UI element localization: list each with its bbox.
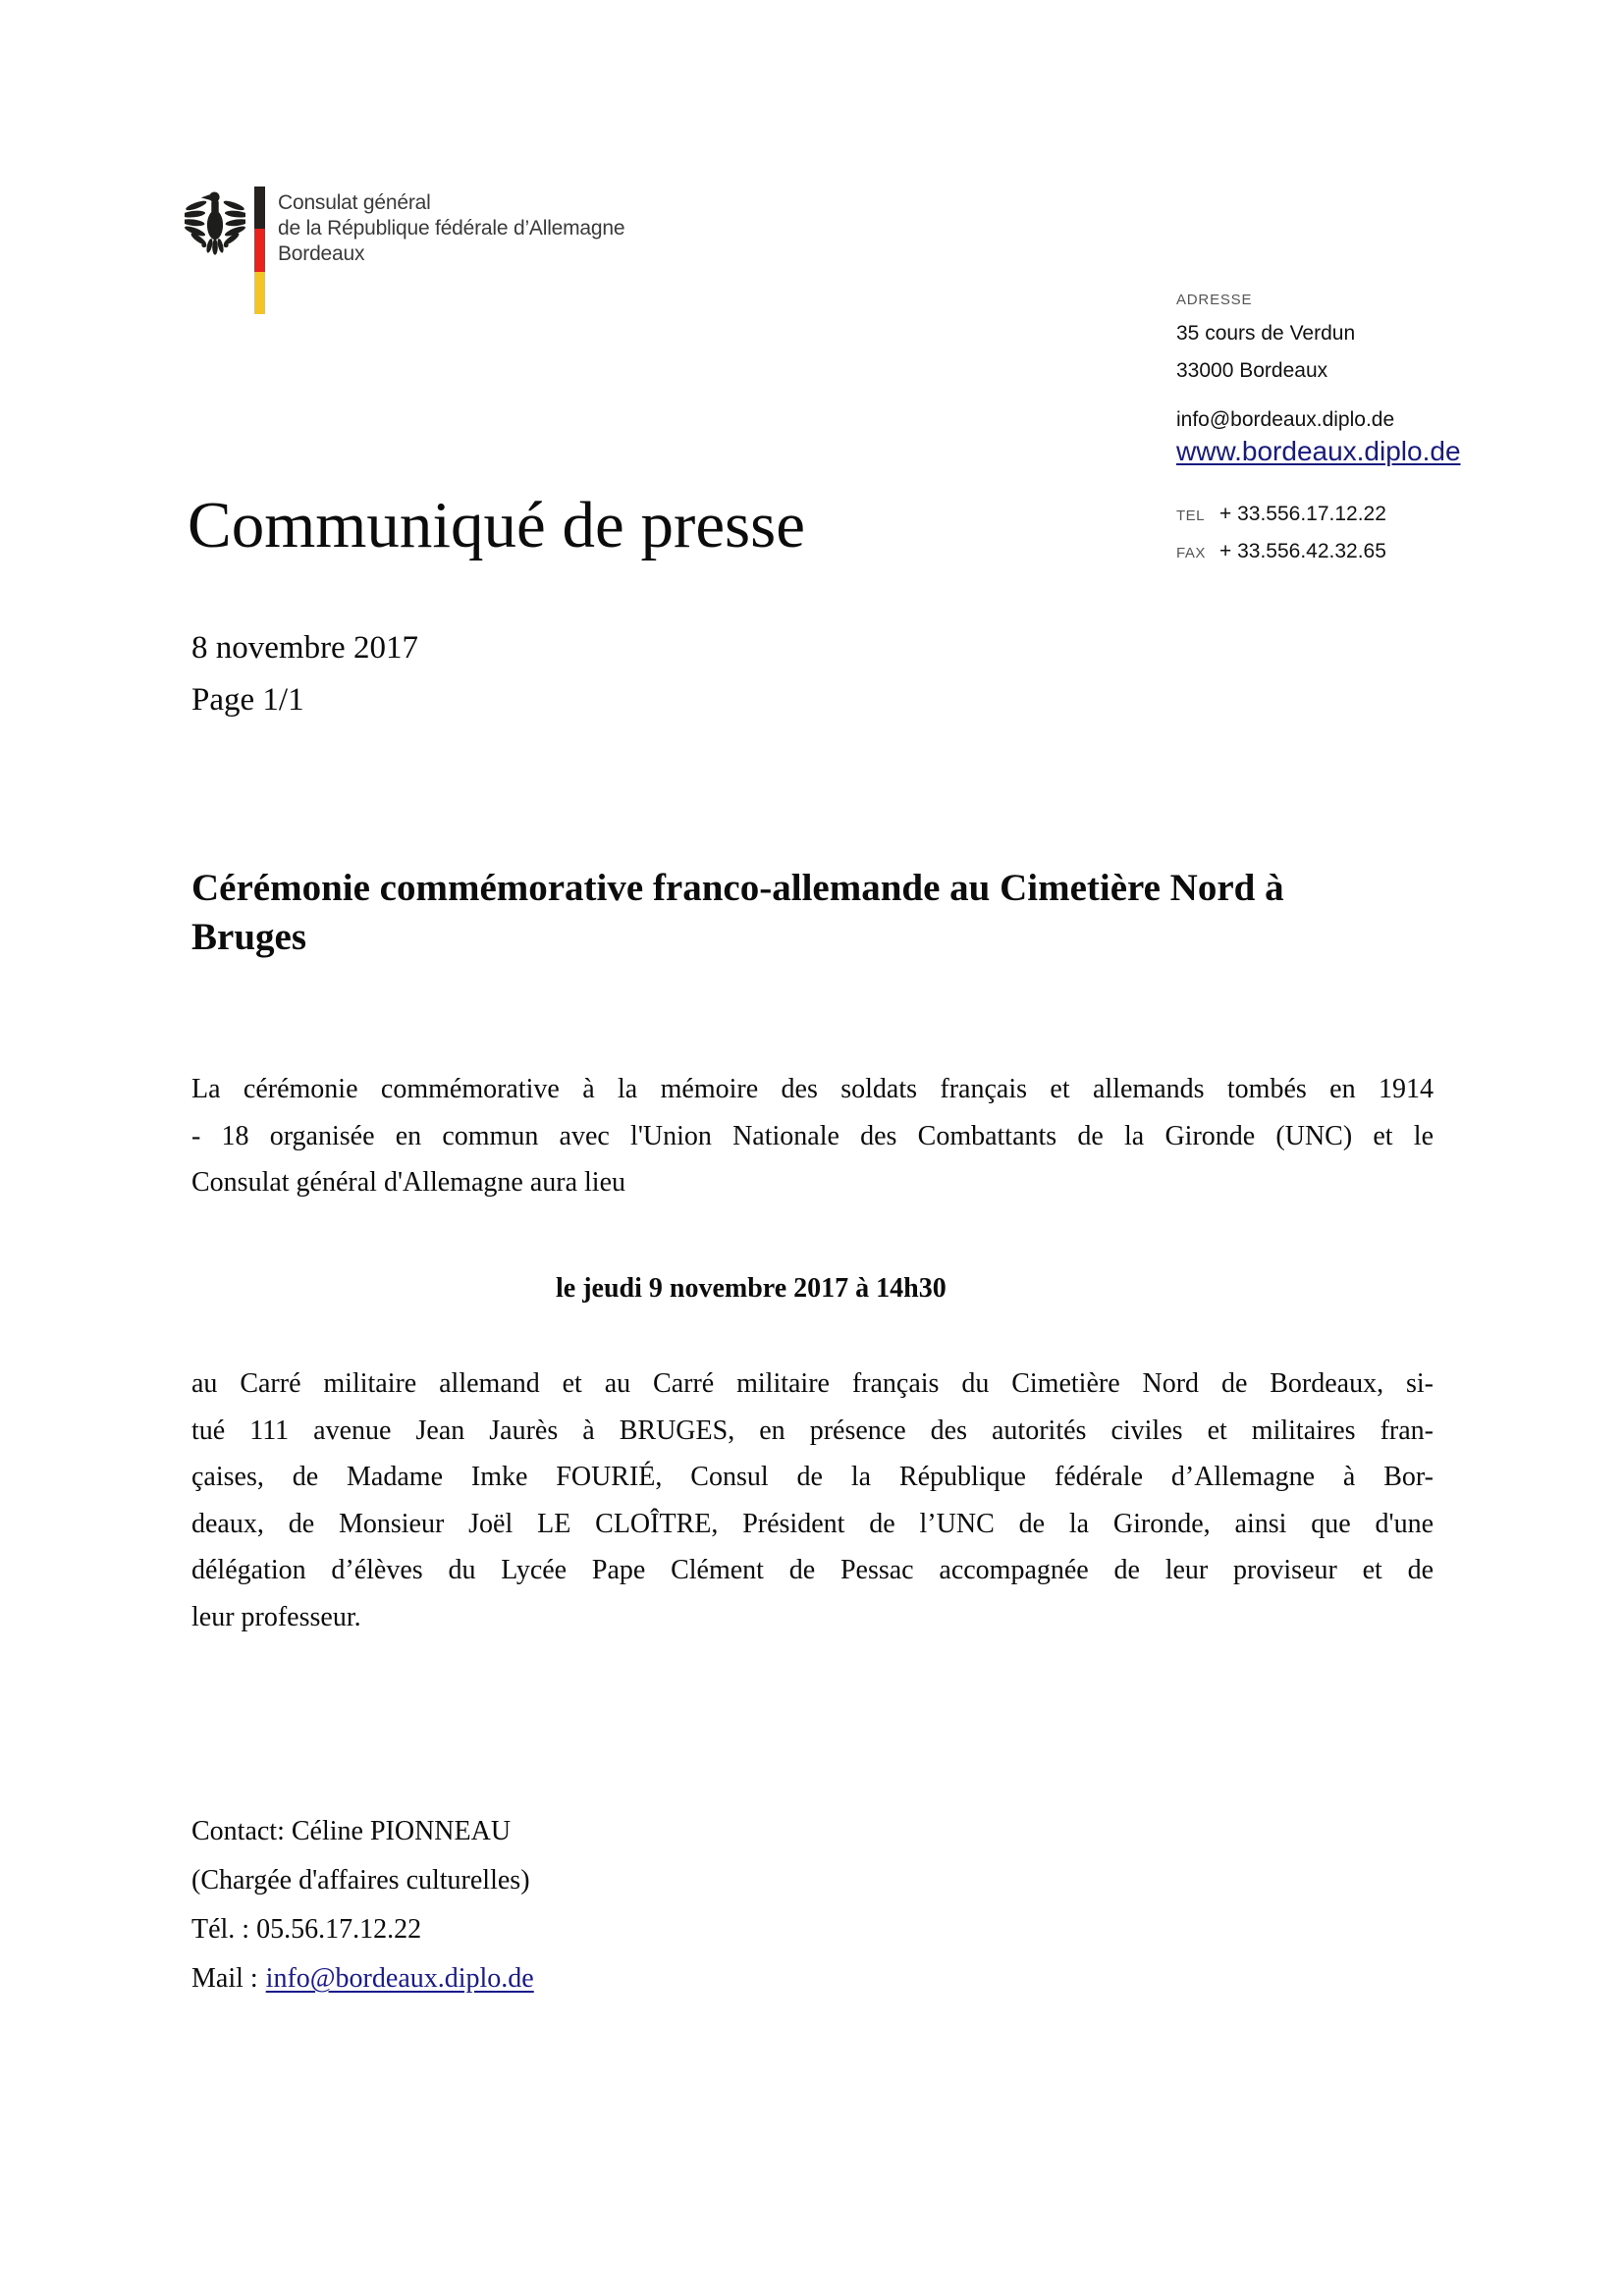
address-city: 33000 Bordeaux	[1176, 359, 1328, 382]
website-link[interactable]: www.bordeaux.diplo.de	[1176, 436, 1461, 466]
flag-black-band	[254, 187, 265, 229]
contact-role: (Chargée d'affaires culturelles)	[191, 1865, 530, 1896]
fax-number: + 33.556.42.32.65	[1219, 540, 1386, 562]
text-line: La cérémonie commémorative à la mémoire des soldats français et allemands tombés en 1914	[191, 1074, 1434, 1104]
consulate-name-line3: Bordeaux	[278, 242, 365, 265]
headline	[191, 864, 1438, 962]
contact-name: Contact: Céline PIONNEAU	[191, 1816, 512, 1846]
document-date: 8 novembre 2017	[191, 630, 418, 666]
contact-phone: Tél. : 05.56.17.12.22	[191, 1914, 422, 1945]
consulate-logo	[185, 187, 624, 314]
contact-mail-label: Mail :	[191, 1963, 258, 1994]
address-label: ADRESSE	[1176, 292, 1253, 308]
consulate-name-line2: de la République fédérale d’Allemagne	[278, 217, 625, 240]
tel-label: TEL	[1176, 507, 1206, 524]
address-email: info@bordeaux.diplo.de	[1176, 408, 1395, 431]
consulate-name	[278, 190, 624, 267]
contact-mail-link[interactable]: info@bordeaux.diplo.de	[265, 1963, 534, 1994]
text-line: - 18 organisée en commun avec l'Union Nationale des Combattants de la Gironde (UNC) et le	[191, 1120, 1434, 1151]
text-line: au Carré militaire allemand et au Carré militaire français du Cimetière Nord de Bordeaux, si-	[191, 1368, 1434, 1399]
phone-row	[1176, 503, 1386, 526]
event-datetime: le jeudi 9 novembre 2017 à 14h30	[556, 1273, 947, 1304]
consulate-name-line1: Consulat général	[278, 191, 431, 214]
text-line: tué 111 avenue Jean Jaurès à BRUGES, en présence des autorités civiles et militaires fran-	[191, 1415, 1434, 1446]
text-line: leur professeur.	[191, 1601, 361, 1632]
text-line: Bruges	[191, 916, 306, 958]
flag-red-band	[254, 229, 265, 271]
fax-row	[1176, 540, 1386, 563]
paragraph-intro	[191, 1066, 1434, 1206]
text-line: délégation d’élèves du Lycée Pape Clément de Pessac accompagnée de leur proviseur et de	[191, 1555, 1434, 1586]
tel-number: + 33.556.17.12.22	[1219, 503, 1386, 525]
page-indicator: Page 1/1	[191, 682, 304, 718]
fax-label: FAX	[1176, 545, 1206, 561]
german-flag-stripe-icon	[254, 187, 265, 314]
bundesadler-eagle-icon	[185, 187, 245, 261]
paragraph-details	[191, 1361, 1434, 1641]
document-title: Communiqué de presse	[188, 489, 805, 561]
address-street: 35 cours de Verdun	[1176, 322, 1356, 345]
text-line: Consulat général d'Allemagne aura lieu	[191, 1167, 625, 1199]
text-line: çaises, de Madame Imke FOURIÉ, Consul de la République fédérale d’Allemagne à Bor-	[191, 1462, 1434, 1493]
text-line: Cérémonie commémorative franco-allemande au Cimetière Nord à	[191, 867, 1284, 909]
text-line: deaux, de Monsieur Joël LE CLOÎTRE, Président de l’UNC de la Gironde, ainsi que d'une	[191, 1508, 1434, 1539]
contact-block	[191, 1807, 534, 2003]
contact-mail-row	[191, 1954, 534, 2003]
flag-gold-band	[254, 272, 265, 314]
